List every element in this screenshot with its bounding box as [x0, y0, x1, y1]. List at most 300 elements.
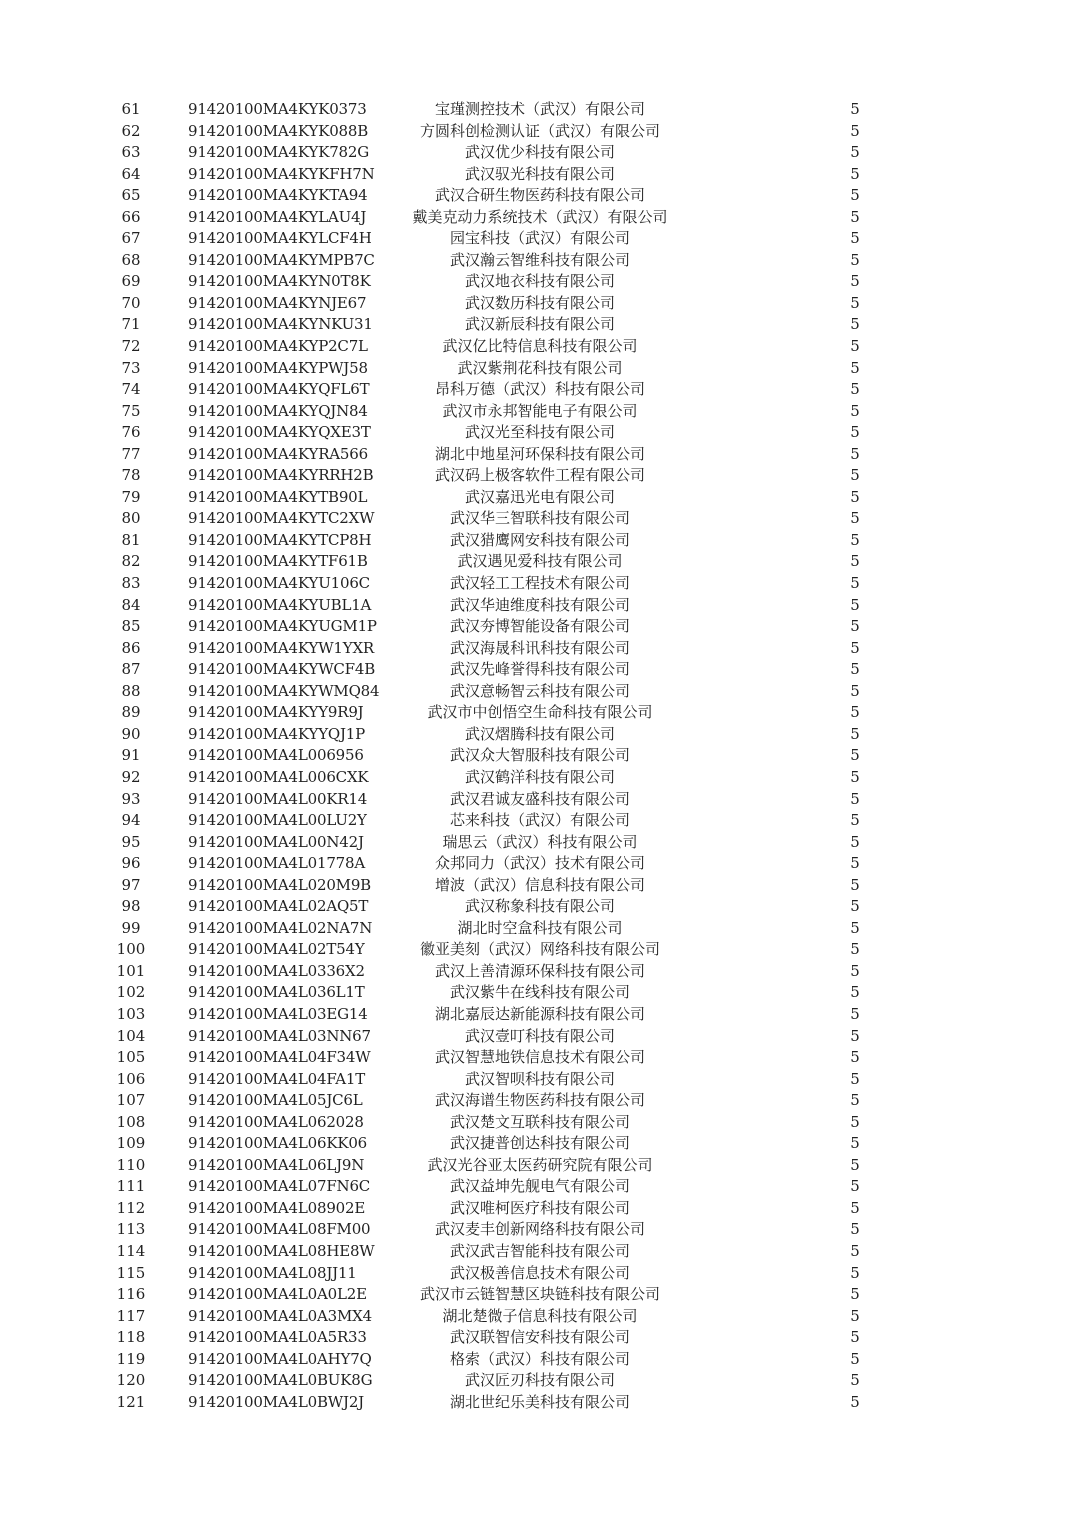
row-number: 71 [121, 315, 141, 334]
company-name: 武汉地衣科技有限公司 [464, 272, 615, 291]
credit-code: 91420100MA4KYRRH2B [188, 466, 374, 485]
company-name: 武汉极善信息技术有限公司 [449, 1263, 630, 1282]
score-value: 5 [850, 380, 860, 399]
score-value: 5 [850, 1004, 860, 1023]
row-number: 64 [121, 164, 141, 183]
table-row [0, 832, 1080, 854]
credit-code: 91420100MA4KYUBL1A [188, 595, 372, 614]
credit-code: 91420100MA4L00N42J [188, 832, 364, 851]
company-name: 武汉光谷亚太医药研究院有限公司 [427, 1155, 653, 1174]
company-name: 武汉合研生物医药科技有限公司 [434, 186, 645, 205]
company-name: 武汉鹤洋科技有限公司 [464, 767, 615, 786]
row-number: 86 [121, 638, 141, 657]
score-value: 5 [850, 100, 860, 118]
row-number: 63 [121, 143, 141, 162]
table-row [0, 164, 1080, 186]
table-row [0, 1327, 1080, 1349]
table-row [0, 1069, 1080, 1091]
table-row [0, 142, 1080, 164]
row-number: 112 [116, 1198, 146, 1217]
score-value: 5 [850, 1069, 860, 1088]
score-value: 5 [850, 466, 860, 485]
table-row [0, 1112, 1080, 1134]
credit-code: 91420100MA4L04FA1T [188, 1069, 366, 1088]
score-value: 5 [850, 918, 860, 937]
table-row [0, 767, 1080, 789]
score-value: 5 [850, 143, 860, 162]
credit-code: 91420100MA4L08FM00 [188, 1220, 371, 1239]
score-value: 5 [850, 552, 860, 571]
row-number: 97 [121, 875, 141, 894]
company-table [0, 99, 1080, 1413]
company-name: 武汉亿比特信息科技有限公司 [442, 337, 638, 356]
credit-code: 91420100MA4KYTB90L [188, 487, 368, 506]
row-number: 82 [121, 552, 141, 571]
company-name: 格索（武汉）科技有限公司 [449, 1349, 630, 1368]
table-row [0, 401, 1080, 423]
credit-code: 91420100MA4L0A5R33 [188, 1328, 367, 1347]
company-name: 湖北嘉辰达新能源科技有限公司 [434, 1004, 645, 1023]
table-row [0, 444, 1080, 466]
row-number: 94 [121, 811, 141, 830]
credit-code: 91420100MA4KYQXE3T [188, 423, 371, 442]
table-row [0, 99, 1080, 121]
credit-code: 91420100MA4KYWMQ84 [188, 681, 380, 700]
score-value: 5 [850, 1371, 860, 1390]
row-number: 68 [121, 250, 141, 269]
row-number: 69 [121, 272, 141, 291]
company-name: 武汉数历科技有限公司 [464, 293, 615, 312]
company-name: 武汉新辰科技有限公司 [464, 315, 615, 334]
table-row [0, 185, 1080, 207]
score-value: 5 [850, 595, 860, 614]
credit-code: 91420100MA4KYK0373 [188, 100, 367, 118]
score-value: 5 [850, 1263, 860, 1282]
score-value: 5 [850, 358, 860, 377]
row-number: 98 [121, 897, 141, 916]
credit-code: 91420100MA4KYKTA94 [188, 186, 368, 205]
table-row [0, 487, 1080, 509]
score-value: 5 [850, 811, 860, 830]
credit-code: 91420100MA4L00KR14 [188, 789, 368, 808]
table-row [0, 207, 1080, 229]
row-number: 84 [121, 595, 141, 614]
table-row [0, 1241, 1080, 1263]
company-name: 武汉华迪维度科技有限公司 [449, 595, 630, 614]
company-name: 武汉君诚友盛科技有限公司 [449, 789, 630, 808]
table-row [0, 616, 1080, 638]
row-number: 90 [121, 724, 141, 743]
table-row [0, 681, 1080, 703]
company-name: 武汉市永邦智能电子有限公司 [442, 401, 638, 420]
company-name: 园宝科技（武汉）有限公司 [449, 229, 630, 248]
company-name: 武汉联智信安科技有限公司 [449, 1328, 630, 1347]
company-name: 武汉武吉智能科技有限公司 [449, 1241, 630, 1260]
row-number: 110 [116, 1155, 146, 1174]
table-row [0, 724, 1080, 746]
table-row [0, 271, 1080, 293]
credit-code: 91420100MA4KYRA566 [188, 444, 368, 463]
row-number: 70 [121, 293, 141, 312]
company-name: 武汉优少科技有限公司 [464, 143, 615, 162]
row-number: 103 [116, 1004, 146, 1023]
row-number: 76 [121, 423, 141, 442]
credit-code: 91420100MA4L05JC6L [188, 1091, 363, 1110]
row-number: 72 [121, 337, 141, 356]
company-name: 武汉华三智联科技有限公司 [449, 509, 630, 528]
table-row [0, 810, 1080, 832]
credit-code: 91420100MA4KYLCF4H [188, 229, 372, 248]
table-row [0, 551, 1080, 573]
score-value: 5 [850, 250, 860, 269]
company-name: 武汉称象科技有限公司 [464, 897, 615, 916]
score-value: 5 [850, 1220, 860, 1239]
table-row [0, 1004, 1080, 1026]
score-value: 5 [850, 1392, 860, 1411]
table-row [0, 228, 1080, 250]
company-name: 武汉唯柯医疗科技有限公司 [449, 1198, 630, 1217]
credit-code: 91420100MA4KYU106C [188, 574, 370, 593]
credit-code: 91420100MA4KYKFH7N [188, 164, 375, 183]
row-number: 65 [121, 186, 141, 205]
score-value: 5 [850, 423, 860, 442]
company-name: 武汉熠腾科技有限公司 [464, 724, 615, 743]
row-number: 108 [116, 1112, 146, 1131]
score-value: 5 [850, 854, 860, 873]
credit-code: 91420100MA4L0AHY7Q [188, 1349, 372, 1368]
score-value: 5 [850, 1091, 860, 1110]
score-value: 5 [850, 1198, 860, 1217]
company-name: 戴美克动力系统技术（武汉）有限公司 [412, 207, 668, 226]
row-number: 102 [116, 983, 146, 1002]
credit-code: 91420100MA4KYK088B [188, 121, 369, 140]
credit-code: 91420100MA4L02NA7N [188, 918, 373, 937]
table-row [0, 875, 1080, 897]
table-row [0, 638, 1080, 660]
company-name: 方圆科创检测认证（武汉）有限公司 [419, 121, 660, 140]
score-value: 5 [850, 660, 860, 679]
company-name: 武汉光至科技有限公司 [464, 423, 615, 442]
credit-code: 91420100MA4KYWCF4B [188, 660, 376, 679]
score-value: 5 [850, 767, 860, 786]
company-name: 瑞思云（武汉）科技有限公司 [442, 832, 638, 851]
table-row [0, 1176, 1080, 1198]
score-value: 5 [850, 940, 860, 959]
table-row [0, 1090, 1080, 1112]
company-name: 湖北世纪乐美科技有限公司 [449, 1392, 630, 1411]
company-name: 武汉上善清源环保科技有限公司 [434, 961, 645, 980]
row-number: 109 [116, 1134, 146, 1153]
company-name: 众邦同力（武汉）技术有限公司 [434, 854, 645, 873]
credit-code: 91420100MA4KYK782G [188, 143, 370, 162]
credit-code: 91420100MA4L0A3MX4 [188, 1306, 372, 1325]
table-row [0, 1306, 1080, 1328]
table-row [0, 573, 1080, 595]
company-name: 武汉众大智服科技有限公司 [449, 746, 630, 765]
table-row [0, 896, 1080, 918]
credit-code: 91420100MA4L062028 [188, 1112, 364, 1131]
row-number: 83 [121, 574, 141, 593]
credit-code: 91420100MA4KYLAU4J [188, 207, 367, 226]
table-row [0, 1284, 1080, 1306]
credit-code: 91420100MA4L0BUK8G [188, 1371, 373, 1390]
row-number: 121 [116, 1392, 146, 1411]
score-value: 5 [850, 1134, 860, 1153]
credit-code: 91420100MA4L00LU2Y [188, 811, 367, 830]
table-row [0, 853, 1080, 875]
score-value: 5 [850, 703, 860, 722]
credit-code: 91420100MA4L0BWJ2J [188, 1392, 364, 1411]
table-row [0, 1155, 1080, 1177]
row-number: 95 [121, 832, 141, 851]
row-number: 116 [116, 1285, 146, 1304]
row-number: 104 [116, 1026, 146, 1045]
score-value: 5 [850, 401, 860, 420]
score-value: 5 [850, 983, 860, 1002]
score-value: 5 [850, 1328, 860, 1347]
company-name: 徽亚美刻（武汉）网络科技有限公司 [419, 940, 660, 959]
score-value: 5 [850, 1306, 860, 1325]
company-name: 武汉楚文互联科技有限公司 [449, 1112, 630, 1131]
score-value: 5 [850, 1112, 860, 1131]
score-value: 5 [850, 186, 860, 205]
row-number: 89 [121, 703, 141, 722]
score-value: 5 [850, 832, 860, 851]
credit-code: 91420100MA4L08HE8W [188, 1241, 375, 1260]
score-value: 5 [850, 229, 860, 248]
row-number: 78 [121, 466, 141, 485]
company-name: 武汉益坤先舰电气有限公司 [449, 1177, 630, 1196]
credit-code: 91420100MA4KYTF61B [188, 552, 368, 571]
score-value: 5 [850, 530, 860, 549]
row-number: 99 [121, 918, 141, 937]
credit-code: 91420100MA4L07FN6C [188, 1177, 371, 1196]
score-value: 5 [850, 574, 860, 593]
score-value: 5 [850, 1026, 860, 1045]
score-value: 5 [850, 1048, 860, 1067]
row-number: 119 [116, 1349, 146, 1368]
row-number: 92 [121, 767, 141, 786]
credit-code: 91420100MA4L03EG14 [188, 1004, 368, 1023]
company-name: 武汉紫荆花科技有限公司 [457, 358, 623, 377]
row-number: 87 [121, 660, 141, 679]
credit-code: 91420100MA4KYTCP8H [188, 530, 372, 549]
credit-code: 91420100MA4KYPWJ58 [188, 358, 368, 377]
credit-code: 91420100MA4KYYQJ1P [188, 724, 366, 743]
row-number: 85 [121, 617, 141, 636]
row-number: 79 [121, 487, 141, 506]
row-number: 61 [121, 100, 141, 118]
company-name: 武汉智呗科技有限公司 [464, 1069, 615, 1088]
table-row [0, 982, 1080, 1004]
table-row [0, 1349, 1080, 1371]
company-name: 武汉猎鹰网安科技有限公司 [449, 530, 630, 549]
score-value: 5 [850, 681, 860, 700]
row-number: 62 [121, 121, 141, 140]
score-value: 5 [850, 487, 860, 506]
credit-code: 91420100MA4KYW1YXR [188, 638, 375, 657]
company-name: 武汉先峰誉得科技有限公司 [449, 660, 630, 679]
row-number: 74 [121, 380, 141, 399]
credit-code: 91420100MA4L006956 [188, 746, 364, 765]
credit-code: 91420100MA4KYNKU31 [188, 315, 373, 334]
row-number: 106 [116, 1069, 146, 1088]
score-value: 5 [850, 1349, 860, 1368]
table-row [0, 1263, 1080, 1285]
credit-code: 91420100MA4L02T54Y [188, 940, 365, 959]
table-row [0, 250, 1080, 272]
table-row [0, 659, 1080, 681]
credit-code: 91420100MA4KYQJN84 [188, 401, 368, 420]
row-number: 107 [116, 1091, 146, 1110]
company-name: 武汉遇见爱科技有限公司 [457, 552, 623, 571]
row-number: 73 [121, 358, 141, 377]
row-number: 67 [121, 229, 141, 248]
table-row [0, 293, 1080, 315]
credit-code: 91420100MA4L03NN67 [188, 1026, 371, 1045]
credit-code: 91420100MA4KYUGM1P [188, 617, 377, 636]
row-number: 115 [116, 1263, 146, 1282]
company-name: 增波（武汉）信息科技有限公司 [434, 875, 645, 894]
credit-code: 91420100MA4KYMPB7C [188, 250, 375, 269]
company-name: 武汉海谱生物医药科技有限公司 [434, 1091, 645, 1110]
table-row [0, 1392, 1080, 1414]
table-row [0, 465, 1080, 487]
row-number: 80 [121, 509, 141, 528]
company-name: 武汉麦丰创新网络科技有限公司 [434, 1220, 645, 1239]
table-row [0, 789, 1080, 811]
row-number: 93 [121, 789, 141, 808]
table-row [0, 422, 1080, 444]
table-row [0, 1133, 1080, 1155]
credit-code: 91420100MA4L02AQ5T [188, 897, 369, 916]
company-name: 芯来科技（武汉）有限公司 [449, 811, 630, 830]
table-row [0, 358, 1080, 380]
table-row [0, 1198, 1080, 1220]
company-name: 武汉意畅智云科技有限公司 [449, 681, 630, 700]
credit-code: 91420100MA4L06LJ9N [188, 1155, 365, 1174]
company-name: 武汉壹叮科技有限公司 [464, 1026, 615, 1045]
company-name: 武汉匠刃科技有限公司 [464, 1371, 615, 1390]
score-value: 5 [850, 746, 860, 765]
company-name: 武汉市云链智慧区块链科技有限公司 [419, 1285, 660, 1304]
score-value: 5 [850, 875, 860, 894]
score-value: 5 [850, 1155, 860, 1174]
score-value: 5 [850, 315, 860, 334]
credit-code: 91420100MA4KYY9R9J [188, 703, 364, 722]
table-row [0, 918, 1080, 940]
score-value: 5 [850, 207, 860, 226]
row-number: 120 [116, 1371, 146, 1390]
credit-code: 91420100MA4L0A0L2E [188, 1285, 367, 1304]
row-number: 88 [121, 681, 141, 700]
row-number: 113 [116, 1220, 146, 1239]
credit-code: 91420100MA4KYTC2XW [188, 509, 375, 528]
table-row [0, 1026, 1080, 1048]
company-name: 武汉夯博智能设备有限公司 [449, 617, 630, 636]
company-name: 昂科万德（武汉）科技有限公司 [434, 380, 645, 399]
company-name: 武汉海晟科讯科技有限公司 [449, 638, 630, 657]
table-row [0, 1047, 1080, 1069]
credit-code: 91420100MA4L0336X2 [188, 961, 365, 980]
score-value: 5 [850, 789, 860, 808]
table-row [0, 939, 1080, 961]
score-value: 5 [850, 897, 860, 916]
credit-code: 91420100MA4L08JJ11 [188, 1263, 357, 1282]
row-number: 100 [116, 940, 146, 959]
score-value: 5 [850, 961, 860, 980]
score-value: 5 [850, 724, 860, 743]
score-value: 5 [850, 272, 860, 291]
score-value: 5 [850, 444, 860, 463]
score-value: 5 [850, 1177, 860, 1196]
credit-code: 91420100MA4L04F34W [188, 1048, 371, 1067]
row-number: 114 [116, 1241, 146, 1260]
row-number: 101 [116, 961, 146, 980]
credit-code: 91420100MA4L020M9B [188, 875, 371, 894]
company-name: 武汉码上极客软件工程有限公司 [434, 466, 645, 485]
row-number: 117 [116, 1306, 146, 1325]
credit-code: 91420100MA4KYQFL6T [188, 380, 370, 399]
company-name: 武汉轻工工程技术有限公司 [449, 574, 630, 593]
score-value: 5 [850, 1285, 860, 1304]
row-number: 75 [121, 401, 141, 420]
score-value: 5 [850, 164, 860, 183]
company-name: 武汉瀚云智维科技有限公司 [449, 250, 630, 269]
score-value: 5 [850, 337, 860, 356]
company-name: 武汉紫牛在线科技有限公司 [449, 983, 630, 1002]
company-name: 武汉嘉迅光电有限公司 [464, 487, 615, 506]
row-number: 111 [116, 1177, 146, 1196]
row-number: 77 [121, 444, 141, 463]
row-number: 81 [121, 530, 141, 549]
company-name: 武汉驭光科技有限公司 [464, 164, 615, 183]
company-name: 武汉捷普创达科技有限公司 [449, 1134, 630, 1153]
credit-code: 91420100MA4KYP2C7L [188, 337, 368, 356]
score-value: 5 [850, 1241, 860, 1260]
credit-code: 91420100MA4KYNJE67 [188, 293, 367, 312]
row-number: 105 [116, 1048, 146, 1067]
table-row [0, 595, 1080, 617]
company-name: 湖北楚微子信息科技有限公司 [442, 1306, 638, 1325]
credit-code: 91420100MA4KYN0T8K [188, 272, 371, 291]
credit-code: 91420100MA4L06KK06 [188, 1134, 368, 1153]
table-row [0, 1370, 1080, 1392]
row-number: 66 [121, 207, 141, 226]
company-name: 湖北中地星河环保科技有限公司 [434, 444, 645, 463]
score-value: 5 [850, 293, 860, 312]
credit-code: 91420100MA4L006CXK [188, 767, 369, 786]
table-row [0, 314, 1080, 336]
row-number: 118 [116, 1328, 146, 1347]
score-value: 5 [850, 121, 860, 140]
company-name: 武汉市中创悟空生命科技有限公司 [427, 703, 653, 722]
score-value: 5 [850, 509, 860, 528]
score-value: 5 [850, 617, 860, 636]
row-number: 96 [121, 854, 141, 873]
table-row [0, 745, 1080, 767]
table-row [0, 530, 1080, 552]
table-row [0, 961, 1080, 983]
table-row [0, 508, 1080, 530]
table-row [0, 379, 1080, 401]
credit-code: 91420100MA4L08902E [188, 1198, 366, 1217]
table-row [0, 1219, 1080, 1241]
credit-code: 91420100MA4L01778A [188, 854, 365, 873]
score-value: 5 [850, 638, 860, 657]
row-number: 91 [121, 746, 141, 765]
table-row [0, 702, 1080, 724]
